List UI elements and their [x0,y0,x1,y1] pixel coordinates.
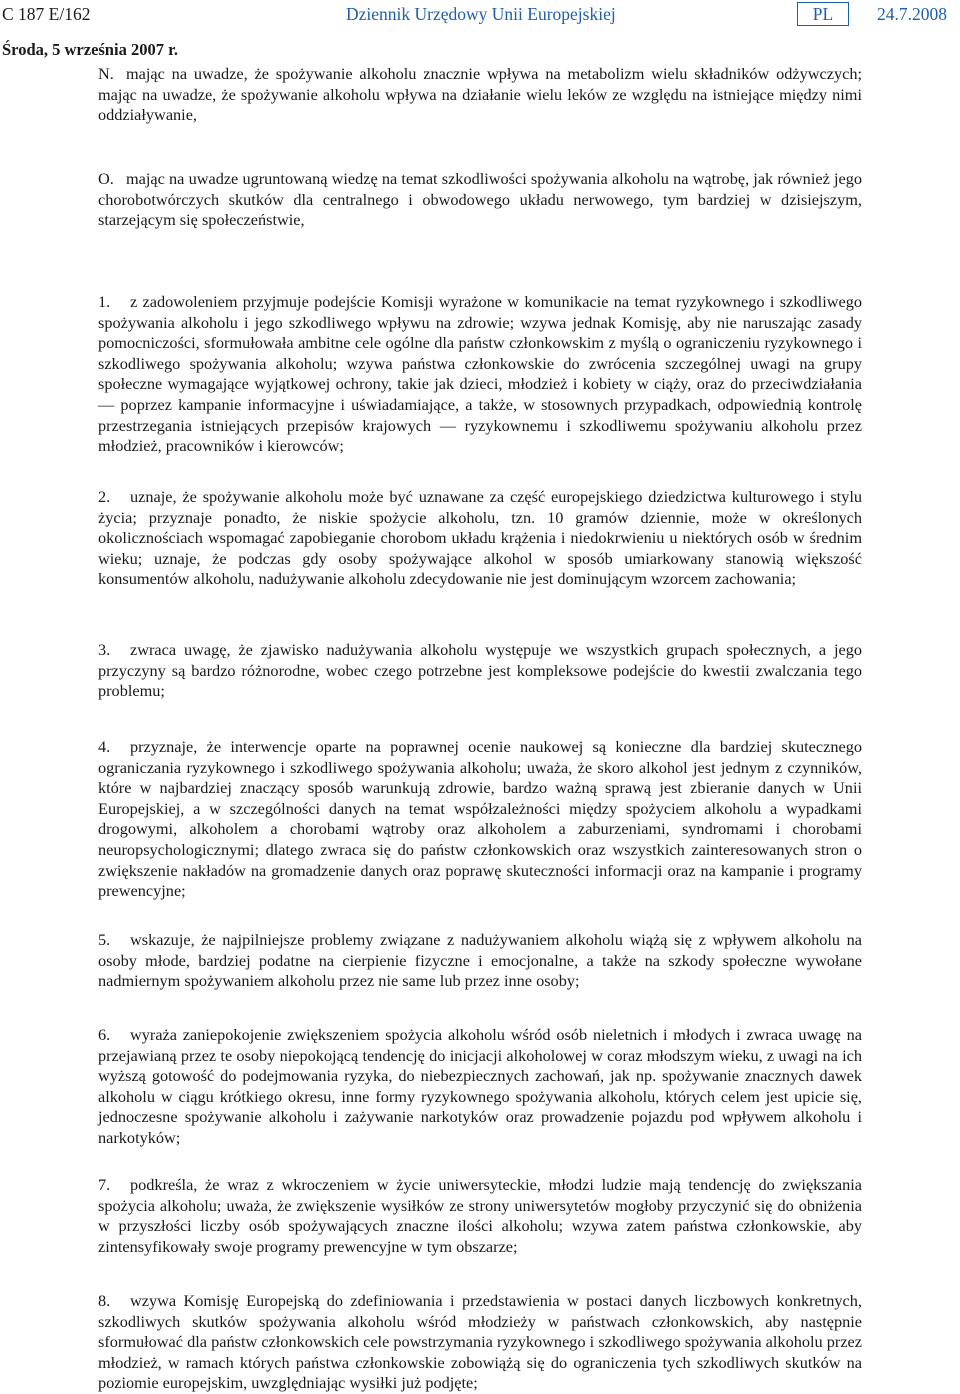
point-5 [98,930,862,992]
point-number: 4. [98,737,111,756]
recital-label: N. [98,64,114,83]
publication-date: 24.7.2008 [877,4,947,24]
recital-text: mając na uwadze ugruntowaną wiedzę na temat szkodliwości spożywania alkoholu na wątrobę, jak również jego chorobotwórczych skutków dla centralnego i obwodowego układu nerwowego, tym bardziej w dzisiejszym, starzejącym się społeczeństwie, [98,169,862,230]
point-8 [98,1291,862,1394]
point-text: z zadowoleniem przyjmuje podejście Komisji wyrażone w komunikacie na temat ryzykownego i szkodliwego spożywania alkoholu i jego szkodliwego wpływu na zdrowie; wzywa jednak Komisję, aby nie naruszając zasady pomocniczości, sformułowała ambitne cele ogólne dla państw członkowskim z myślą o ograniczeniu ryzykownego i szkodliwego spożywania alkoholu; wzywa państwa członkowskie do zwrócenia szczególnej uwagi na grupy społeczne wymagające wyjątkowej ochrony, takie jak dzieci, młodzież i kobiety w ciąży, oraz do przeciwdziałania — poprzez kampanie informacyjne i uświadamiające, a także, w stosownych przypadkach, odpowiednią kontrolę przestrzegania istniejących przepisów krajowych — ryzykownemu i szkodliwemu spożywaniu alkoholu przez młodzież, pracowników i kierowców; [98,292,862,456]
point-number: 2. [98,487,111,506]
point-6 [98,1025,862,1149]
point-text: wyraża zaniepokojenie zwiększeniem spożycia alkoholu wśród osób nieletnich i młodych i zwraca uwagę na przejawianą przez te osoby niepokojącą tendencję do inicjacji alkoholowej w coraz młodszym wieku, z uwagi na ich wyższą gotowość do podejmowania ryzyka, do niebezpiecznych zachowań, jak np. spożywanie znacznych dawek alkoholu w ciągu krótkiego okresu, inne formy ryzykownego spożywania alkoholu, których celem jest upicie się, jednoczesne spożywanie alkoholu i zażywanie narkotyków oraz prowadzenie pojazdu pod wpływem alkoholu i narkotyków; [98,1025,862,1147]
journal-title: Dziennik Urzędowy Unii Europejskiej [346,4,616,24]
sitting-date: Środa, 5 września 2007 r. [2,40,179,59]
recital-label: O. [98,169,114,188]
point-number: 5. [98,930,111,949]
point-7 [98,1175,862,1257]
point-text: podkreśla, że wraz z wkroczeniem w życie uniwersyteckie, młodzi ludzie mają tendencję do zwiększania spożycia alkoholu; uważa, że zwiększenie wysiłków ze strony uniwersytetów mogłoby przyczynić się do obniżenia w przyszłości liczby osób spożywających znaczne ilości alkoholu; wzywa zatem państwa członkowskie, aby zintensyfikowały swoje programy prewencyjne w tym obszarze; [98,1175,862,1256]
point-4 [98,737,862,902]
point-text: wzywa Komisję Europejską do zdefiniowania i przedstawienia w postaci danych liczbowych konkretnych, szkodliwych skutków spożywania alkoholu wśród młodzieży w państwach członkowskich, aby następnie sformułować dla państw członkowskich cele powstrzymania ryzykownego i szkodliwego spożywania alkoholu przez młodzież, w ramach których państwa członkowskie zobowiążą się do ograniczenia tych szkodliwych skutków na poziomie europejskim, uwzględniając wysiłki już podjęte; [98,1291,862,1393]
language-badge: PL [797,2,849,26]
point-number: 3. [98,640,111,659]
recital-o [98,169,862,231]
point-text: zwraca uwagę, że zjawisko nadużywania alkoholu występuje we wszystkich grupach społecznych, a jego przyczyny są bardzo różnorodne, wobec czego potrzebne jest kompleksowe podejście do kwestii zwalczania tego problemu; [98,640,862,701]
point-1 [98,292,862,457]
recital-n [98,64,862,126]
point-text: uznaje, że spożywanie alkoholu może być uznawane za część europejskiego dziedzictwa kulturowego i stylu życia; przyznaje ponadto, że niskie spożycie alkoholu, tzn. 10 gramów dziennie, może w określonych okolicznościach wspomagać zapobieganie chorobom układu krążenia i niedokrwieniu u niektórych osób w średnim wieku; uznaje, że podczas gdy osoby spożywające alkohol w sposób umiarkowany stanowią większość konsumentów alkoholu, nadużywanie alkoholu zdecydowanie nie jest dominującym wzorcem zachowania; [98,487,862,589]
point-number: 1. [98,292,111,311]
point-3 [98,640,862,702]
point-number: 6. [98,1025,111,1044]
point-number: 7. [98,1175,111,1194]
journal-reference: C 187 E/162 [2,4,91,24]
point-number: 8. [98,1291,111,1310]
point-2 [98,487,862,590]
point-text: wskazuje, że najpilniejsze problemy związane z nadużywaniem alkoholu wiążą się z wpływem alkoholu na osoby młode, bardziej podatne na cierpienie fizyczne i emocjonalne, a także na szkody społeczne wywołane nadmiernym spożywaniem alkoholu przez nie same lub przez inne osoby; [98,930,862,991]
recital-text: mając na uwadze, że spożywanie alkoholu znacznie wpływa na metabolizm wielu składników odżywczych; mając na uwadze, że spożywanie alkoholu wpływa na działanie wielu leków ze względu na istniejące między nimi oddziaływanie, [98,64,862,125]
point-text: przyznaje, że interwencje oparte na poprawnej ocenie naukowej są konieczne dla bardziej skutecznego ograniczania ryzykownego i szkodliwego spożywania alkoholu; uważa, że skoro alkohol jest jednym z czynników, które w najbardziej znaczący sposób warunkują zdrowie, bardzo ważną sprawą jest zbieranie danych w Unii Europejskiej, a w szczególności danych na temat współzależności między spożyciem alkoholu a wypadkami drogowymi, alkoholem a chorobami wątroby oraz alkoholem a zaburzeniami, syndromami i chorobami neuropsychologicznymi; dlatego zwraca się do państw członkowskich oraz wszystkich zainteresowanych stron o zwiększenie nakładów na gromadzenie danych oraz poprawę skuteczności informacji oraz na kampanie i programy prewencyjne; [98,737,862,901]
